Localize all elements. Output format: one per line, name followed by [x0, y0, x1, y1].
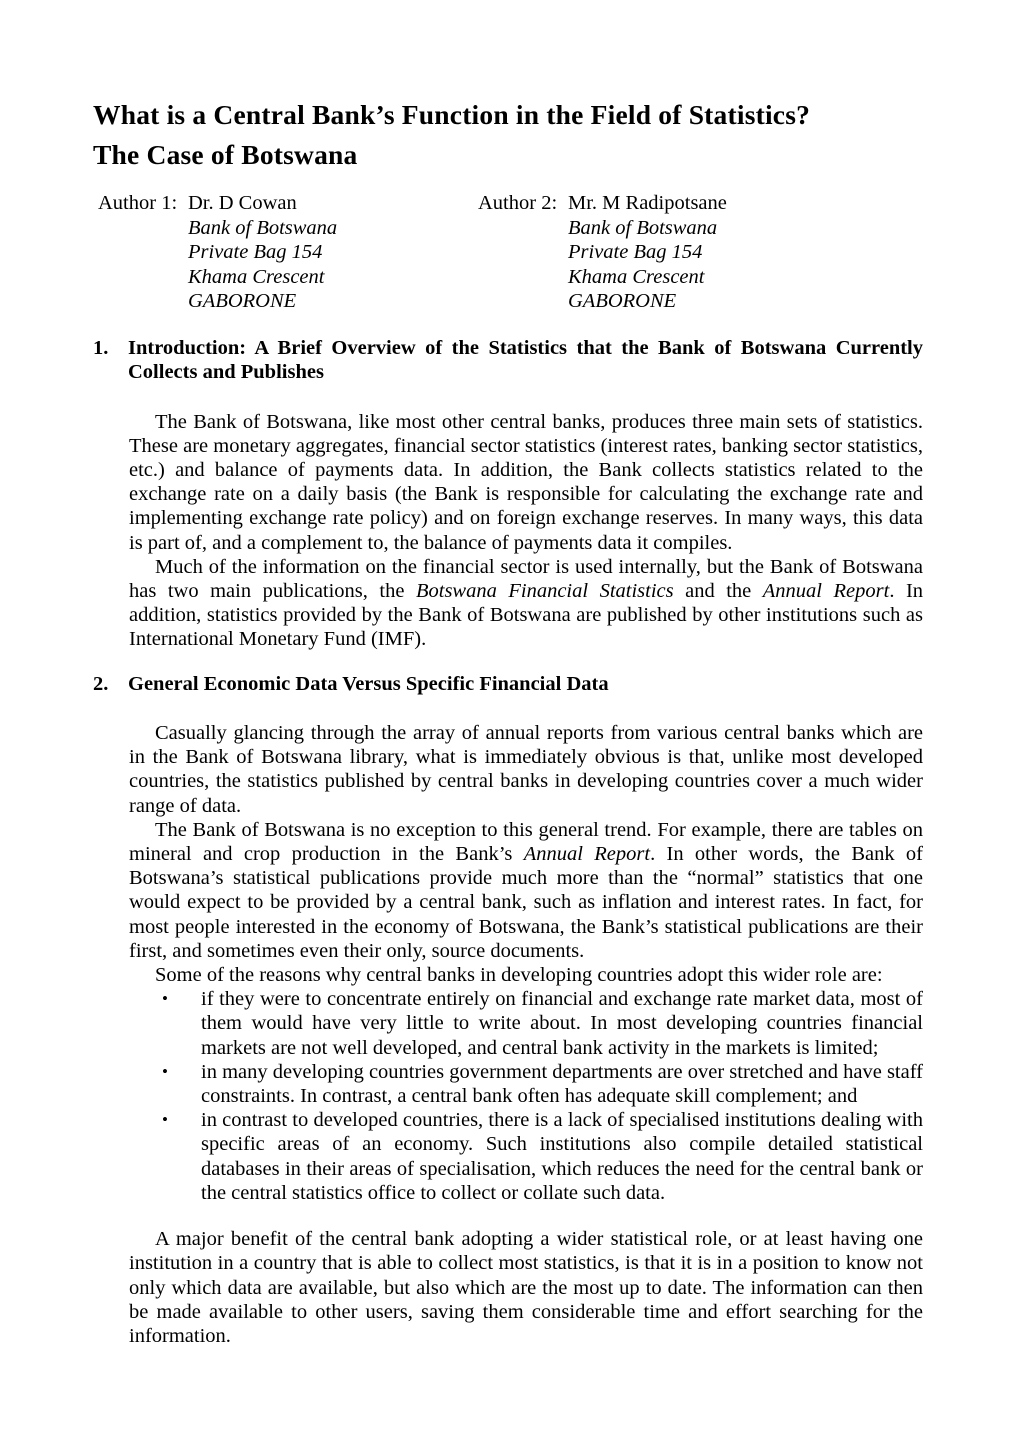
section-2	[93, 672, 923, 1349]
paper-title	[93, 95, 923, 175]
bullet-item-2	[162, 1060, 923, 1108]
author-2-address-line-2: Khama Crescent	[568, 265, 705, 288]
author-2-label: Author 2:	[478, 192, 558, 214]
author-2-block	[478, 191, 727, 314]
author-1-address-line-2: Khama Crescent	[188, 265, 325, 288]
author-2-city: GABORONE	[568, 290, 677, 312]
section-2-paragraph-1: Casually glancing through the array of annual reports from various central banks which are in the Bank of Botswana library, what is immediately obvious is that, unlike most developed countries, the statistics published by central banks in developing countries cover a much wider range of data.	[129, 722, 923, 817]
bullet-item-1-text: if they were to concentrate entirely on financial and exchange rate market data, most of them would have very little to write about. In most developing countries financial markets are not well developed, and central bank activity in the markets is limited;	[201, 988, 923, 1059]
bullet-icon: •	[162, 1110, 168, 1130]
paper-title-line-2: The Case of Botswana	[93, 139, 358, 170]
author-2-address-line-1: Private Bag 154	[568, 241, 703, 263]
section-1-paragraph-1: The Bank of Botswana, like most other central banks, produces three main sets of statistics. These are monetary aggregates, financial sector statistics (interest rates, banking sector statistics, etc.) and balance of payments data. In addition, the Bank collects statistics related to the exchange rate on a daily basis (the Bank is responsible for calculating the exchange rate and implementing exchange rate policy) and on foreign exchange reserves. In many ways, this data is part of, and a complement to, the balance of payments data it compiles.	[129, 410, 923, 554]
author-2-name: Mr. M Radipotsane	[568, 192, 727, 214]
section-1-number: 1.	[93, 336, 109, 359]
paper-title-line-1: What is a Central Bank’s Function in the Field of Statistics?	[93, 99, 811, 130]
author-2-affiliation: Bank of Botswana	[568, 216, 718, 239]
section-1-heading	[93, 336, 923, 385]
author-1-affiliation: Bank of Botswana	[188, 216, 338, 239]
author-1-city: GABORONE	[188, 290, 297, 312]
bullet-list	[162, 987, 923, 1205]
bullet-item-3-text: in contrast to developed countries, there is a lack of specialised institutions dealing with specific areas of an economy. Such institutions also compile detailed statistical databases in their areas of specialisation, which reduces the need for the central bank or the central statistics office to collect or collate such data.	[201, 1109, 923, 1204]
section-2-number: 2.	[93, 672, 109, 695]
closing-paragraph: A major benefit of the central bank adopting a wider statistical role, or at least having one institution in a country that is able to collect most statistics, is that it is in a position to know not only which data are available, but also which are the most up to date. The information can then be made available to other users, saving them considerable time and effort searching for the information.	[129, 1228, 923, 1347]
section-1-title: Introduction: A Brief Overview of the Statistics that the Bank of Botswana Currently Collects and Publishes	[128, 336, 923, 383]
author-1-name: Dr. D Cowan	[188, 192, 297, 214]
bullet-item-2-text: in many developing countries government departments are over stretched and have staff constraints. In contrast, a central bank often has adequate skill complement; and	[201, 1060, 923, 1108]
bullet-item-3	[162, 1108, 923, 1205]
section-2-title: General Economic Data Versus Specific Financial Data	[128, 672, 609, 695]
section-2-paragraph-2: The Bank of Botswana is no exception to this general trend. For example, there are tables on mineral and crop production in the Bank’s Annual Report. In other words, the Bank of Botswana’s statistical publications provide much more than the “normal” statistics that one would expect to be provided by a central bank, such as inflation and interest rates. In fact, for most people interested in the economy of Botswana, the Bank’s statistical publications are their first, and sometimes even their only, source documents.	[129, 818, 924, 962]
author-1-block	[98, 191, 478, 314]
bullet-icon: •	[162, 1061, 168, 1081]
bullet-item-1	[162, 987, 923, 1060]
section-1-paragraph-2: Much of the information on the financial sector is used internally, but the Bank of Botswana has two main publications, the Botswana Financial Statistics and the Annual Report. In addition, statistics provided by the Bank of Botswana are published by other institutions such as International Monetary Fund (IMF).	[129, 555, 924, 651]
bullet-icon: •	[162, 989, 168, 1009]
section-1	[93, 336, 923, 652]
author-1-label: Author 1:	[98, 192, 178, 214]
author-2-row	[478, 191, 727, 216]
authors-block	[98, 191, 923, 314]
author-1-address-line-1: Private Bag 154	[188, 241, 323, 263]
author-1-row	[98, 191, 478, 216]
section-2-heading	[93, 672, 923, 697]
section-2-paragraph-3: Some of the reasons why central banks in developing countries adopt this wider role are:	[155, 964, 883, 987]
